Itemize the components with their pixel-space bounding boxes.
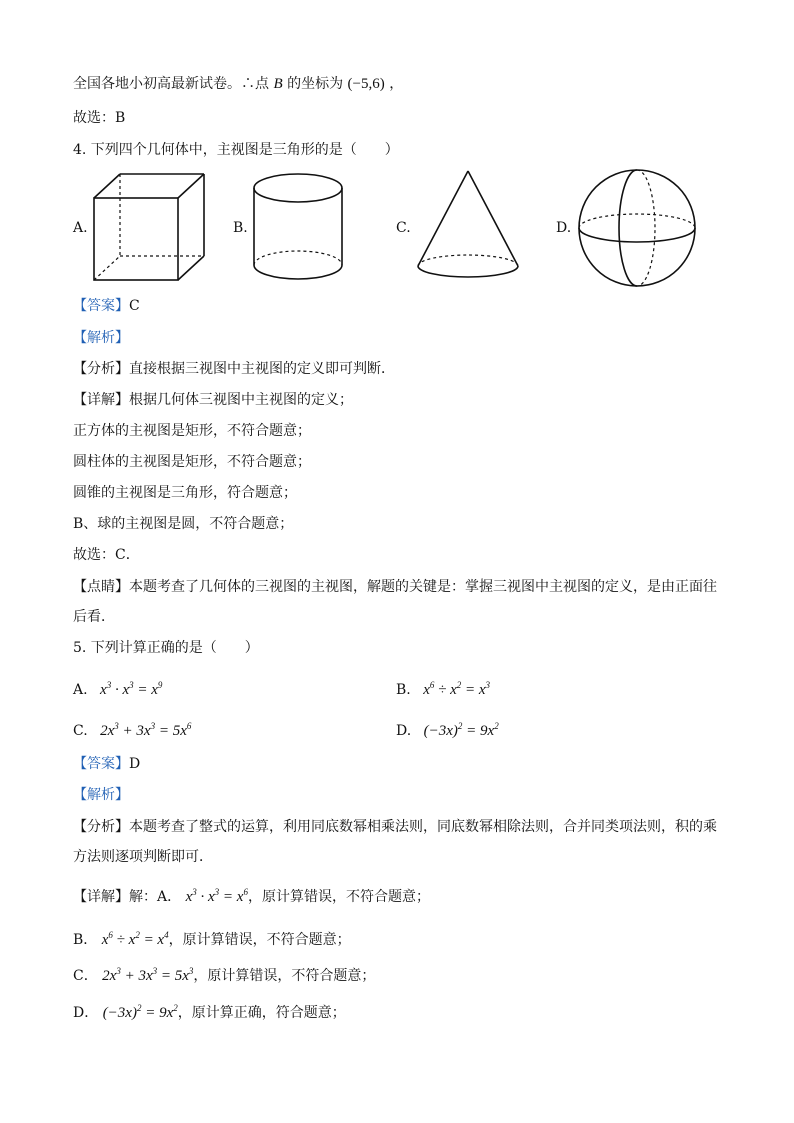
- point-label: B: [273, 76, 283, 92]
- section-tag: 详解: [87, 392, 115, 408]
- text-line: 圆柱体的主视图是矩形，不符合题意；: [73, 454, 311, 470]
- text-line: [73, 925, 351, 950]
- math-expression: $(-3x)^2 = 9x^2$: [423, 721, 499, 739]
- option-label: A.: [73, 220, 88, 236]
- cube-figure: [90, 170, 210, 286]
- text: ，原计算错误，不符合题意；: [247, 889, 430, 905]
- text: C．: [73, 968, 98, 984]
- text-line: 【分析】直接根据三视图中主视图的定义即可判断．: [73, 361, 395, 377]
- text-line: 正方体的主视图是矩形，不符合题意；: [73, 423, 311, 439]
- math-expression: $x^3 \cdot x^3 = x^9$: [100, 680, 163, 698]
- question-4: 4. 下列四个几何体中，主视图是三角形的是（ ）: [73, 142, 399, 158]
- math-expression: $x^6 \div x^2 = x^4$: [101, 930, 169, 948]
- text: B．: [73, 932, 98, 948]
- option-b: [396, 675, 490, 700]
- analysis-tag-line: 【解析】: [73, 787, 129, 803]
- text-line: 圆锥的主视图是三角形，符合题意；: [73, 485, 297, 501]
- math-expression: $2x^3 + 3x^3 = 5x^6$: [100, 721, 192, 739]
- section-tag: 分析: [87, 361, 115, 377]
- text-line: 【详解】解：A． $x^3 \cdot x^3 = x^6$，原计算错误，不符合题意；: [73, 887, 430, 905]
- answer-line: 故选：B: [73, 110, 126, 126]
- text-line: 【分析】本题考查了整式的运算，利用同底数幂相乘法则，同底数幂相除法则，合并同类项法则，积的乘: [73, 819, 717, 835]
- text: D．: [73, 1005, 99, 1021]
- text: ，: [389, 76, 404, 92]
- option-label: B.: [396, 682, 411, 698]
- option-d: [396, 716, 499, 741]
- text: ，原计算错误，不符合题意；: [193, 968, 376, 984]
- text: 全国各地小初高最新试卷。∴点: [73, 76, 269, 92]
- cone-figure: [414, 168, 524, 284]
- text-line: 【详解】根据几何体三视图中主视图的定义；: [73, 392, 353, 408]
- answer-value: C: [129, 298, 140, 314]
- analysis-tag: 解析: [87, 330, 115, 346]
- math-expression: $2x^3 + 3x^3 = 5x^3$: [102, 966, 194, 984]
- text-line: [73, 998, 346, 1023]
- option-label: D.: [396, 723, 412, 739]
- option-label: C.: [396, 220, 411, 236]
- text-line: [73, 961, 375, 986]
- text-line: [73, 74, 403, 94]
- text: ，原计算错误，不符合题意；: [168, 932, 351, 948]
- option-a: [73, 675, 162, 700]
- option-c: [73, 716, 191, 741]
- section-tag: 点睛: [87, 579, 115, 595]
- section-tag: 详解: [87, 889, 115, 905]
- answer-tag: 答案: [87, 756, 115, 772]
- text: 根据几何体三视图中主视图的定义；: [129, 392, 353, 408]
- text: 本题考查了几何体的三视图的主视图，解题的关键是：掌握三视图中主视图的定义，是由正面往: [129, 579, 717, 595]
- math-expression: $(-3x)^2 = 9x^2$: [102, 1003, 178, 1021]
- text: 解：A．: [129, 889, 182, 905]
- answer-tag-line: 【答案】C: [73, 298, 140, 314]
- text-line: 后看．: [73, 609, 115, 625]
- text-line: B、球的主视图是圆，不符合题意；: [73, 516, 294, 532]
- text: 的坐标为: [287, 76, 344, 92]
- answer-tag: 答案: [87, 298, 115, 314]
- cylinder-figure: [250, 170, 346, 286]
- option-label: C.: [73, 723, 88, 739]
- answer-value: D: [129, 756, 141, 772]
- option-label: D.: [556, 220, 572, 236]
- analysis-tag: 解析: [87, 787, 115, 803]
- option-label: B.: [233, 220, 248, 236]
- math-expression: $x^3 \cdot x^3 = x^6$: [185, 887, 248, 905]
- section-tag: 分析: [87, 819, 115, 835]
- text-line: 【点睛】本题考查了几何体的三视图的主视图，解题的关键是：掌握三视图中主视图的定义，是由正面往: [73, 579, 717, 595]
- option-label: A.: [73, 682, 88, 698]
- coordinate: (−5,6): [347, 76, 385, 92]
- analysis-tag-line: 【解析】: [73, 330, 129, 346]
- text: 本题考查了整式的运算，利用同底数幂相乘法则，同底数幂相除法则，合并同类项法则，积的乘: [129, 819, 717, 835]
- text: ，原计算正确，符合题意；: [177, 1005, 346, 1021]
- answer-tag-line: 【答案】D: [73, 756, 141, 772]
- sphere-figure: [575, 166, 699, 290]
- text: 直接根据三视图中主视图的定义即可判断．: [129, 361, 395, 377]
- text-line: 方法则逐项判断即可．: [73, 849, 213, 865]
- text-line: 故选：C．: [73, 547, 140, 563]
- math-expression: $x^6 \div x^2 = x^3$: [423, 680, 491, 698]
- question-5: 5. 下列计算正确的是（ ）: [73, 640, 259, 656]
